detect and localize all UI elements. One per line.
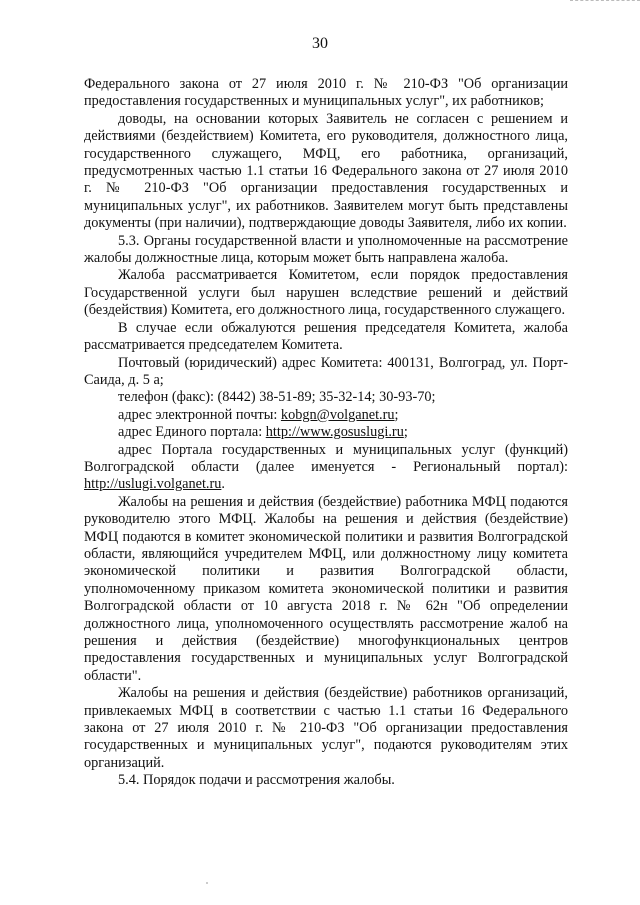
- unified-portal-link[interactable]: http://www.gosuslugi.ru: [265, 424, 404, 441]
- unified-portal-label: адрес Единого портала:: [118, 424, 266, 441]
- paragraph-organization-complaints: Жалобы на решения и действия (бездействие) работников организаций, привлекаемых МФЦ в соответствии с частью 1.1 статьи 16 Федерального закона от 27 июля 2010 г. № 210-ФЗ "Об организации предоставления государственных и муниципальных услуг", подаются руководителям этих организаций.: [84, 685, 568, 771]
- scan-dot-mark: [206, 882, 208, 884]
- paragraph-law-continuation: Федерального закона от 27 июля 2010 г. № 210-ФЗ "Об организации предоставления государственных и муниципальных услуг", их работников;: [84, 76, 568, 110]
- email-link[interactable]: kobgn@volganet.ru: [280, 406, 395, 423]
- paragraph-arguments: доводы, на основании которых Заявитель не согласен с решением и действиями (бездействием) Комитета, его руководителя, должностного лица, государственного служащего, МФЦ, его работника, организаций, предусмотренных частью 1.1 статьи 16 Федерального закона от 27 июля 2010 г. № 210-ФЗ "Об организации предоставления государственных и муниципальных услуг", их работников. Заявителем могут быть представлены документы (при наличии), подтверждающие доводы Заявителя, либо их копии.: [84, 110, 568, 232]
- regional-portal-label: адрес Портала государственных и муниципальных услуг (функций) Волгоградской области (далее именуется - Региональный портал):: [84, 441, 568, 475]
- unified-portal-suffix: ;: [403, 424, 408, 441]
- page-number: 30: [312, 35, 328, 52]
- paragraph-section-5-3: 5.3. Органы государственной власти и уполномоченные на рассмотрение жалобы должностные лица, которым может быть направлена жалоба.: [84, 232, 568, 267]
- paragraph-committee-review: Жалоба рассматривается Комитетом, если порядок предоставления Государственной услуги был нарушен вследствие решений и действий (бездействия) Комитета, его должностного лица, государственного служащего.: [84, 267, 568, 319]
- scan-corner-mark: [570, 0, 640, 4]
- email-suffix: ;: [394, 406, 399, 423]
- regional-portal-link[interactable]: http://uslugi.volganet.ru: [84, 476, 222, 493]
- paragraph-chairman-review: В случае если обжалуются решения председателя Комитета, жалоба рассматривается председателем Комитета.: [84, 319, 568, 354]
- paragraph-unified-portal: [84, 424, 568, 441]
- document-body: [84, 76, 568, 790]
- paragraph-postal-address: Почтовый (юридический) адрес Комитета: 400131, Волгоград, ул. Порт-Саида, д. 5 а;: [84, 354, 568, 388]
- paragraph-phone: телефон (факс): (8442) 38-51-89; 35-32-14; 30-93-70;: [118, 389, 436, 406]
- regional-portal-suffix: .: [221, 476, 225, 493]
- paragraph-section-5-4: 5.4. Порядок подачи и рассмотрения жалобы.: [118, 772, 395, 789]
- email-label: адрес электронной почты:: [118, 406, 281, 423]
- paragraph-email: [84, 407, 568, 424]
- paragraph-regional-portal: [84, 442, 568, 494]
- paragraph-mfc-complaints: Жалобы на решения и действия (бездействие) работника МФЦ подаются руководителю этого МФЦ. Жалобы на решения и действия (бездействие) МФЦ подаются в комитет экономической политики и развития Волгоградской области, являющийся учредителем МФЦ, или должностному лицу комитета экономической политики и развития Волгоградской области, уполномоченному приказом комитета экономической политики и развития Волгоградской области от 10 августа 2018 г. № 62н "Об определении должностного лица, уполномоченного осуществлять рассмотрение жалоб на решения и действия (бездействие) многофункциональных центров предоставления государственных и муниципальных услуг Волгоградской области".: [84, 493, 568, 684]
